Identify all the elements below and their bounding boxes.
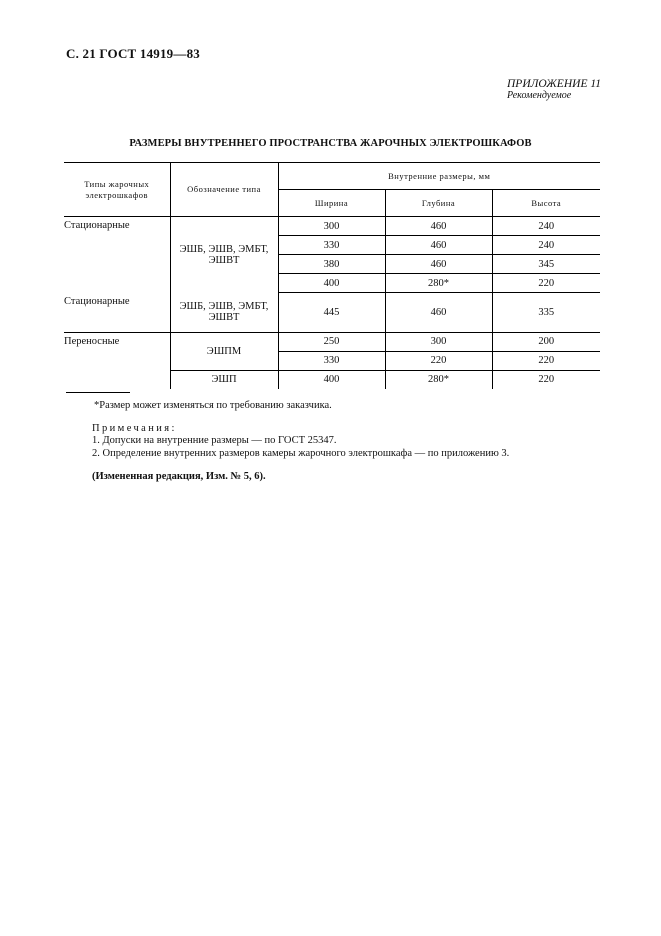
page-header: С. 21 ГОСТ 14919—83: [66, 46, 200, 61]
table-row: [64, 293, 600, 333]
document-title: РАЗМЕРЫ ВНУТРЕННЕГО ПРОСТРАНСТВА ЖАРОЧНЫХ ЭЛЕКТРОШКАФОВ: [129, 138, 532, 149]
header-type: Типы жарочных электрошкафов: [64, 163, 170, 217]
cell-depth: 460: [385, 293, 492, 333]
cell-height: 220: [492, 351, 600, 370]
cell-depth: 460: [385, 217, 492, 236]
table-row: [64, 217, 600, 236]
header-internal-dims: Внутренние размеры, мм: [278, 163, 600, 190]
notes-title: Примечания:: [92, 423, 177, 434]
cell-designation: ЭШБ, ЭШВ, ЭМБТ, ЭШВТ: [170, 217, 278, 293]
cell-depth: 280*: [385, 274, 492, 293]
footnote-divider: [66, 392, 130, 393]
notes-list: [92, 435, 509, 460]
cell-depth: 300: [385, 332, 492, 351]
cell-height: 240: [492, 217, 600, 236]
cell-width: 330: [278, 351, 385, 370]
footnote: *Размер может изменяться по требованию заказчика.: [94, 400, 332, 411]
cell-designation: ЭШПМ: [170, 332, 278, 370]
cell-height: 220: [538, 374, 555, 385]
header-depth: Глубина: [385, 190, 492, 217]
cell-depth: 280*: [385, 370, 492, 389]
cell-depth: 220: [385, 351, 492, 370]
cell-height: 240: [492, 236, 600, 255]
note-item: 1. Допуски на внутренние размеры — по ГОСТ 25347.: [92, 435, 337, 446]
cell-width: 250: [278, 332, 385, 351]
cell-type: Стационарные: [64, 293, 170, 333]
cell-height: 335: [492, 293, 600, 333]
header-width: Ширина: [278, 190, 385, 217]
cell-width: 445: [278, 293, 385, 333]
cell-type: Стационарные: [64, 217, 170, 293]
cell-height: 345: [492, 255, 600, 274]
appendix-number: ПРИЛОЖЕНИЕ 11: [506, 78, 601, 90]
cell-designation: ЭШП: [170, 370, 278, 389]
cell-depth: 460: [385, 255, 492, 274]
cell-width: 300: [278, 217, 385, 236]
edition-note: (Измененная редакция, Изм. № 5, 6).: [92, 471, 266, 482]
cell-type: Переносные: [64, 332, 170, 389]
cell-designation: ЭШБ, ЭШВ, ЭМБТ, ЭШВТ: [170, 293, 278, 333]
cell-width: 400: [278, 274, 385, 293]
dimensions-table: [64, 162, 600, 389]
cell-width: 380: [278, 255, 385, 274]
cell-depth: 460: [385, 236, 492, 255]
cell-width: 400: [278, 370, 385, 389]
appendix-label: [507, 78, 601, 102]
cell-height: 200: [492, 332, 600, 351]
table-row: [64, 332, 600, 351]
cell-height: 220: [492, 274, 600, 293]
header-height: Высота: [492, 190, 600, 217]
note-item: 2. Определение внутренних размеров камеры жарочного электрошкафа — по приложению 3.: [92, 447, 510, 459]
appendix-status: Рекомендуемое: [506, 90, 572, 101]
header-designation: Обозначение типа: [170, 163, 278, 217]
cell-width: 330: [278, 236, 385, 255]
